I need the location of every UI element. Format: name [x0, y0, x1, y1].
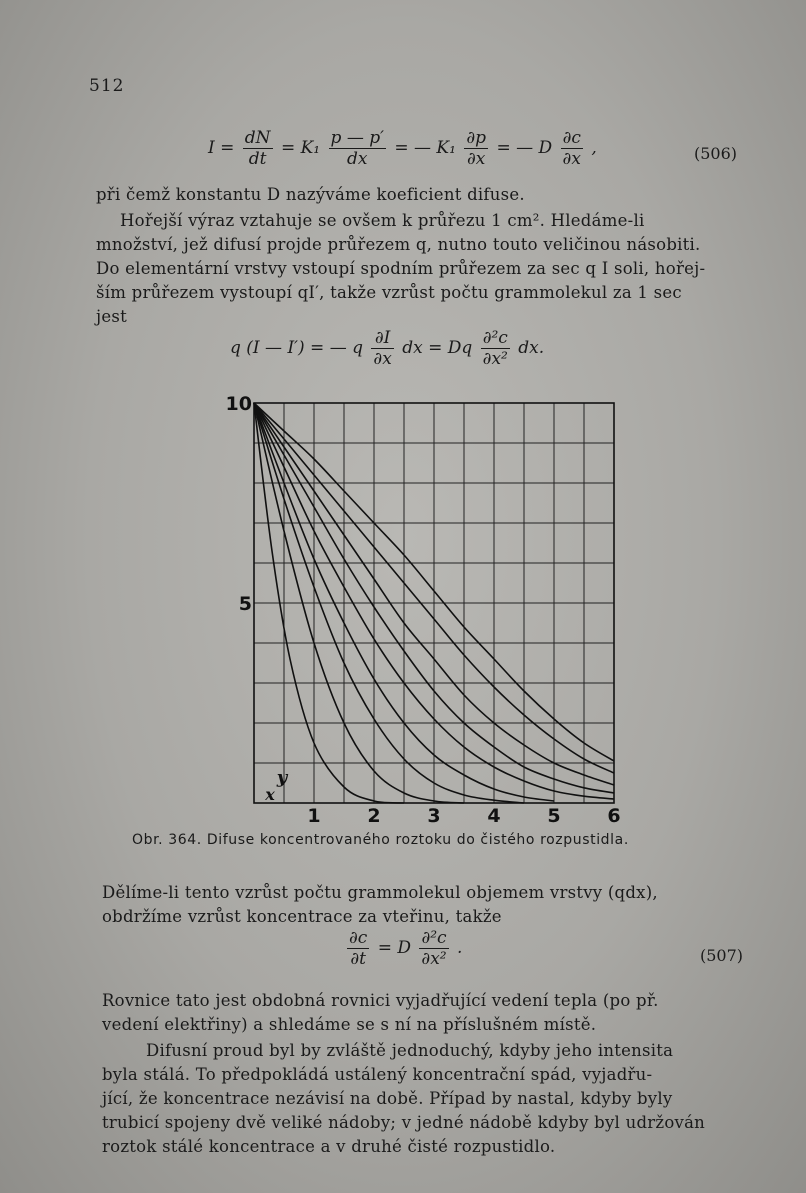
eq506-f1-den: dt	[248, 149, 267, 169]
x-tick-label: 3	[427, 805, 441, 827]
eqmid-tail: dx.	[518, 338, 545, 358]
eq507-f1-den: ∂t	[350, 949, 366, 969]
eq506-f4-den: ∂x	[562, 149, 581, 169]
paragraph-4-line: byla stálá. To předpokládá ustálený koncentrační spád, vyjadřu-	[102, 1065, 653, 1084]
x-tick-label: 5	[547, 805, 561, 827]
eq506-k1a: = K₁	[280, 138, 321, 158]
x-tick-label: 2	[367, 805, 381, 827]
y-tick-label: 5	[238, 593, 252, 615]
paragraph-3-line: Rovnice tato jest obdobná rovnici vyjadřující vedení tepla (po př.	[102, 991, 659, 1010]
paragraph-1-line: množství, jež difusí projde průřezem q, nutno touto veličinou násobiti.	[96, 235, 701, 254]
eq506-tail: ,	[591, 138, 597, 158]
eqmid-f2-den: ∂x²	[482, 349, 508, 369]
eq506-f3-num: ∂p	[466, 128, 487, 148]
eq507-frac-d2c-dx2	[419, 928, 448, 969]
paragraph-4-line: roztok stálé koncentrace a v druhé čisté rozpustidlo.	[102, 1137, 556, 1156]
equation-507	[344, 928, 462, 969]
paragraph-4-line: Difusní proud byl by zvláště jednoduchý, kdyby jeho intensita	[146, 1041, 674, 1060]
paragraph-4-line: jící, že koncentrace nezávisí na době. Případ by nastal, kdyby byly	[102, 1089, 673, 1108]
y-axis-label: y	[276, 767, 288, 788]
chart-axis-labels	[264, 767, 289, 804]
x-tick-label: 6	[607, 805, 621, 827]
paragraph-2-line: Dělíme-li tento vzrůst počtu grammolekul objemem vrstvy (qdx),	[102, 883, 658, 902]
eq506-f2-den: dx	[347, 149, 368, 169]
eqmid-f2-num: ∂²c	[481, 328, 510, 349]
paragraph-1-line: Hořejší výraz vztahuje se ovšem k průřezu 1 cm². Hledáme-li	[120, 211, 645, 230]
chart-ticks	[226, 393, 621, 827]
eq506-f1-num: dN	[244, 128, 271, 148]
eq506-f3-den: ∂x	[467, 149, 486, 169]
eqmid-mid: dx = Dq	[402, 338, 473, 358]
eq507-f2-num: ∂²c	[419, 928, 448, 949]
equation-506-number: (506)	[694, 144, 738, 163]
eq507-frac-dc-dt	[347, 928, 369, 969]
eqmid-lhs: q (I — I′) = — q	[230, 338, 363, 358]
x-tick-label: 4	[487, 805, 501, 827]
eq507-tail: .	[457, 938, 463, 958]
x-tick-label: 1	[307, 805, 321, 827]
paragraph-4-line: trubicí spojeny dvě veliké nádoby; v jedné nádobě kdyby byl udržován	[102, 1113, 706, 1132]
line-after-506: při čemž konstantu D nazýváme koeficient difuse.	[96, 185, 525, 204]
eq506-d: = — D	[496, 138, 553, 158]
eq506-k1b: = — K₁	[394, 138, 456, 158]
eq507-f1-num: ∂c	[349, 928, 368, 948]
paragraph-2-line: obdržíme vzrůst koncentrace za vteřinu, takže	[102, 907, 502, 926]
y-tick-label: 10	[225, 393, 252, 415]
eqmid-f1-num: ∂I	[371, 328, 393, 349]
eq507-mid: = D	[377, 938, 411, 958]
paragraph-1-line: Do elementární vrstvy vstoupí spodním průřezem za sec q I soli, hořej-	[96, 259, 706, 278]
paragraph-1-line: jest	[96, 307, 127, 326]
paragraph-1-line: ším průřezem vystoupí qI′, takže vzrůst počtu grammolekul za 1 sec	[96, 283, 682, 302]
eq506-f4-num: ∂c	[561, 128, 583, 149]
eq507-f2-den: ∂x²	[421, 949, 447, 969]
equation-507-number: (507)	[700, 946, 744, 965]
eqmid-f1-den: ∂x	[373, 349, 392, 369]
eq506-f2-num: p — p′	[330, 128, 384, 148]
paragraph-3-line: vedení elektřiny) a shledáme se s ní na příslušném místě.	[102, 1015, 597, 1034]
x-axis-label: x	[265, 785, 275, 804]
figure-caption: Obr. 364. Difuse koncentrovaného roztoku do čistého rozpustidla.	[132, 832, 629, 848]
eq506-lhs: I =	[208, 138, 235, 158]
page-number: 512	[89, 76, 125, 96]
